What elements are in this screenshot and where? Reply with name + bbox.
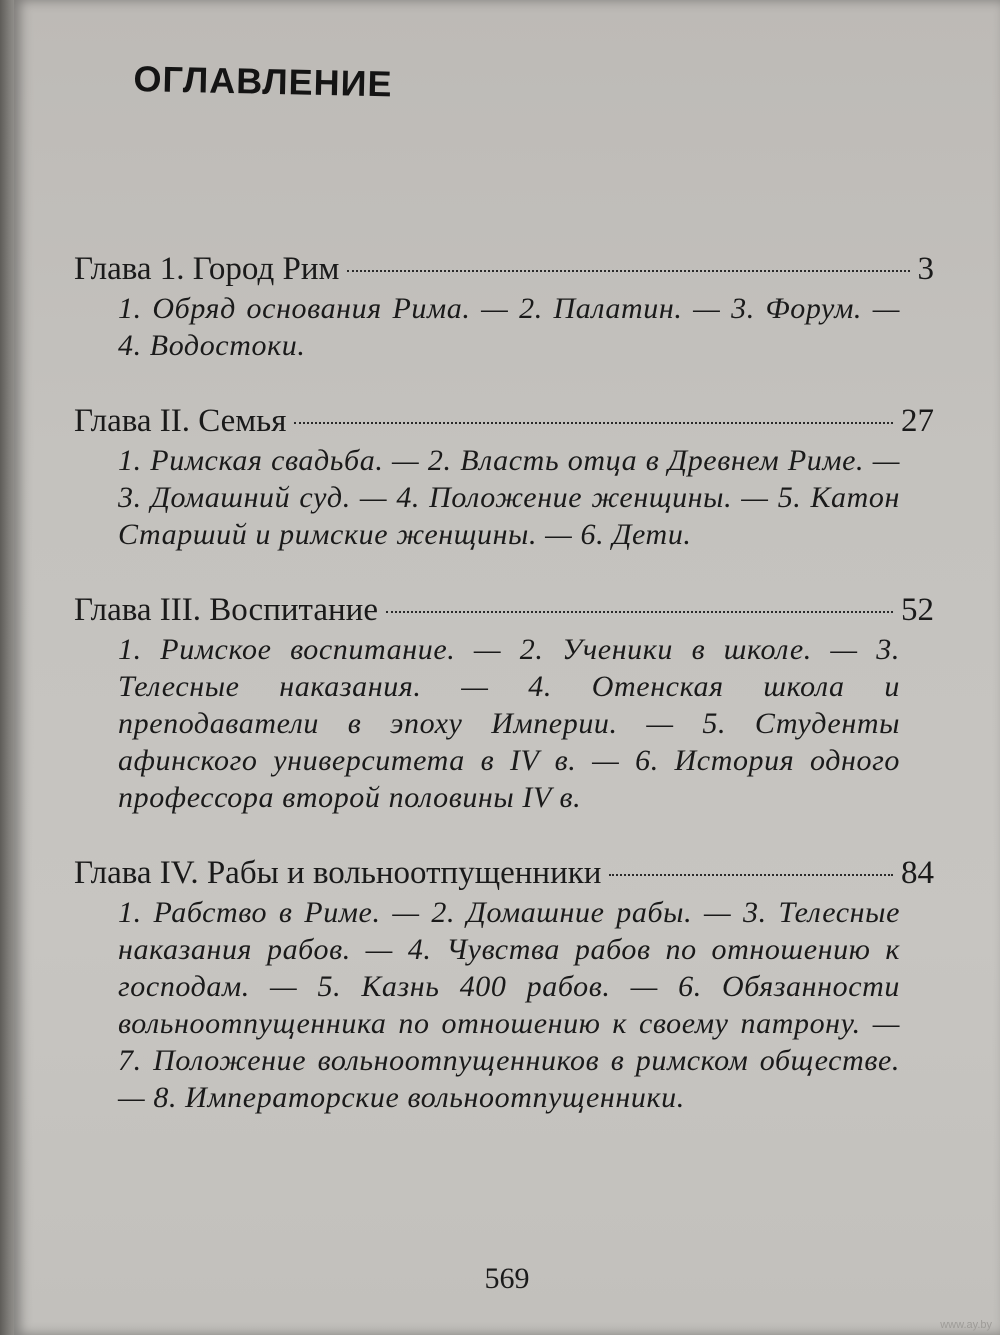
chapter-title: Глава III. Воспитание bbox=[74, 592, 378, 628]
toc-entry-chapter-1 bbox=[74, 248, 934, 364]
dot-leader bbox=[386, 611, 893, 613]
dot-leader bbox=[294, 422, 893, 424]
chapter-title: Глава 1. Город Рим bbox=[74, 251, 340, 287]
chapter-title: Глава II. Семья bbox=[74, 403, 287, 439]
toc-entry-chapter-2 bbox=[74, 400, 934, 553]
chapter-summary: 1. Римское воспитание. — 2. Ученики в школе. — 3. Телесные наказания. — 4. Отенская школа и преподаватели в эпоху Империи. — 5. Студенты афинского университета в IV в. — 6. История одного профессора второй половины IV в. bbox=[118, 633, 900, 814]
chapter-page-number: 84 bbox=[901, 855, 934, 891]
book-page bbox=[14, 0, 1000, 1335]
page-heading: ОГЛАВЛЕНИЕ bbox=[133, 58, 393, 105]
toc-entry-chapter-4 bbox=[74, 852, 934, 1116]
chapter-summary: 1. Рабство в Риме. — 2. Домашние рабы. — 3. Телесные наказания рабов. — 4. Чувства рабов по отношению к господам. — 5. Казнь 400 рабов. — 6. Обязанности вольноотпущенника по отношению к своему патрону. — 7. Положение вольноотпущенников в римском обществе. — 8. Императорские вольноотпущенники. bbox=[118, 896, 900, 1114]
book-spine-shadow bbox=[0, 0, 14, 1335]
chapter-page-number: 52 bbox=[901, 592, 934, 628]
chapter-title-line bbox=[74, 852, 934, 894]
toc-entry-chapter-3 bbox=[74, 589, 934, 816]
table-of-contents bbox=[74, 248, 934, 1152]
dot-leader bbox=[609, 874, 893, 876]
chapter-summary: 1. Обряд основания Рима. — 2. Палатин. — 3. Форум. — 4. Водостоки. bbox=[118, 292, 900, 362]
chapter-page-number: 3 bbox=[917, 251, 934, 287]
chapter-page-number: 27 bbox=[901, 403, 934, 439]
chapter-title-line bbox=[74, 248, 934, 290]
chapter-title-line bbox=[74, 400, 934, 442]
page-number: 569 bbox=[484, 1262, 530, 1295]
chapter-title: Глава IV. Рабы и вольноотпущенники bbox=[74, 855, 602, 891]
dot-leader bbox=[347, 270, 909, 272]
chapter-summary: 1. Римская свадьба. — 2. Власть отца в Древнем Риме. — 3. Домашний суд. — 4. Положение женщины. — 5. Катон Старший и римские женщины. — 6. Дети. bbox=[118, 444, 900, 551]
chapter-title-line bbox=[74, 589, 934, 631]
site-watermark: www.ay.by bbox=[940, 1319, 992, 1331]
